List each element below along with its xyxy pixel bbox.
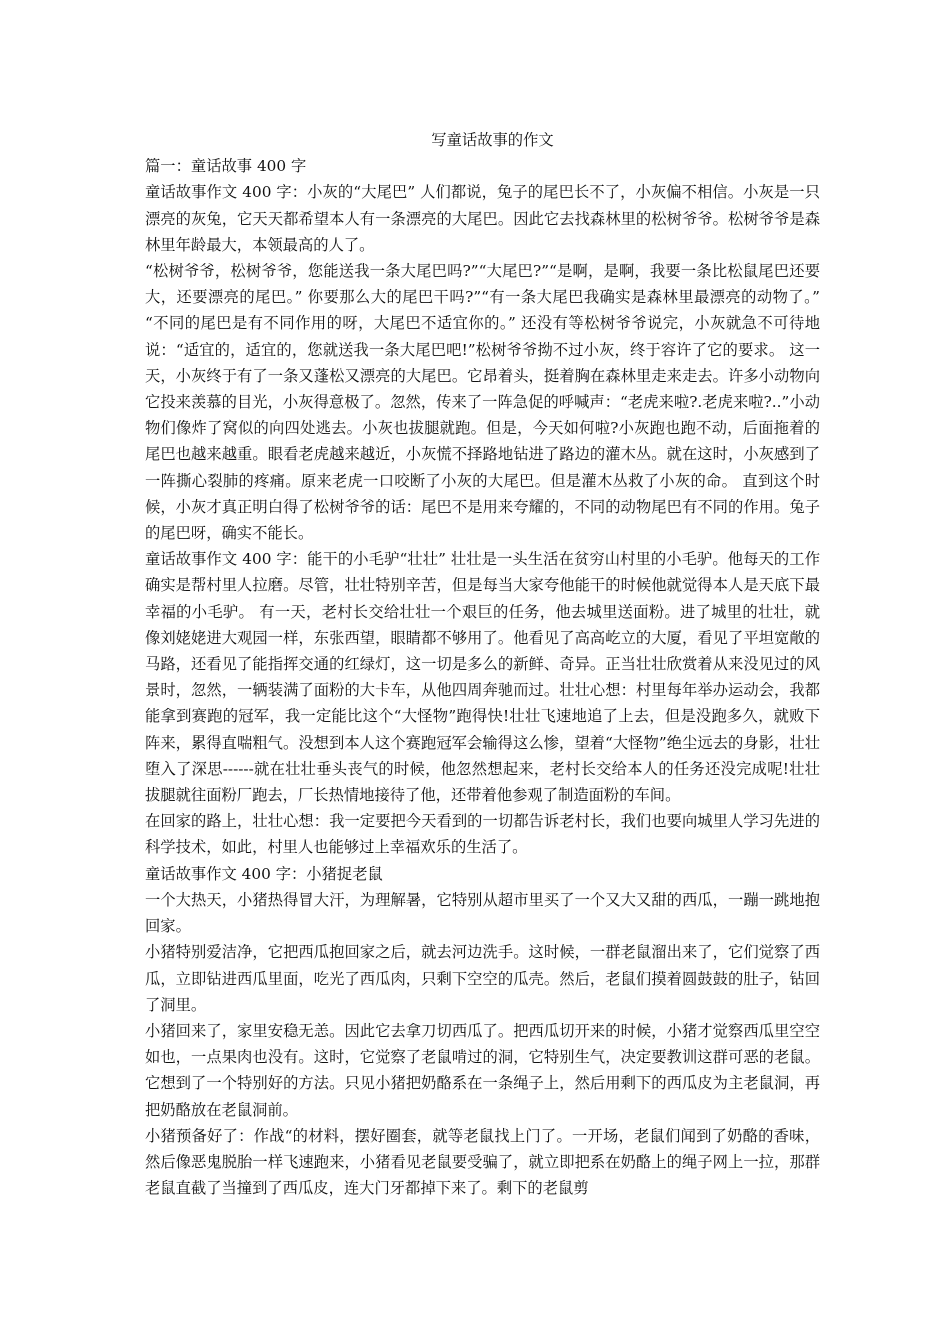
paragraph-story2-body: 童话故事作文 400 字：能干的小毛驴“壮壮” 壮壮是一头生活在贫穷山村里的小毛驴。他每天的工作确实是帮村里人拉磨。尽管，壮壮特别辛苦，但是每当大家夸他能干的时候他就觉得本人是天底下最幸福的小毛驴。 有一天，老村长交给壮壮一个艰巨的任务，他去城里送面粉。进了城里的壮壮，就像刘姥姥进大观园一样，东张西望，眼睛都不够用了。他看见了高高屹立的大厦，看见了平坦宽敞的马路，还看见了能指挥交通的红绿灯，这一切是多么的新鲜、奇异。正当壮壮欣赏着从来没见过的风景时，忽然，一辆装满了面粉的大卡车，从他四周奔驰而过。壮壮心想：村里每年举办运动会，我都能拿到赛跑的冠军，我一定能比这个“大怪物”跑得快!壮壮飞速地追了上去，但是没跑多久，就败下阵来，累得直喘粗气。没想到本人这个赛跑冠军会输得这么惨，望着“大怪物”绝尘远去的身影，壮壮堕入了深思------就在壮壮垂头丧气的时候，他忽然想起来，老村长交给本人的任务还没完成呢!壮壮拔腿就往面粉厂跑去，厂长热情地接待了他，还带着他参观了制造面粉的车间。 — [145, 550, 820, 805]
paragraph-story2-ending: 在回家的路上，壮壮心想：我一定要把今天看到的一切都告诉老村长，我们也要向城里人学习先进的科学技术，如此，村里人也能够过上幸福欢乐的生活了。 — [145, 812, 820, 857]
paragraph-story3-p4: 小猪预备好了：作战“的材料，摆好圈套，就等老鼠找上门了。一开场，老鼠们闻到了奶酪的香味，然后像恶鬼脱胎一样飞速跑来，小猪看见老鼠要受骗了，就立即把系在奶酪上的绳子网上一拉，那群老鼠直截了当撞到了西瓜皮，连大门牙都掉下来了。剩下的老鼠剪 — [145, 1126, 820, 1198]
paragraph-story3-heading: 童话故事作文 400 字：小猪捉老鼠 — [145, 864, 383, 883]
paragraph-story3-p2: 小猪特别爱洁净，它把西瓜抱回家之后，就去河边洗手。这时候，一群老鼠溜出来了，它们觉察了西瓜，立即钻进西瓜里面，吃光了西瓜肉，只剩下空空的瓜壳。然后，老鼠们摸着圆鼓鼓的肚子，钻回了洞里。 — [145, 943, 820, 1014]
paragraph-story3-p1: 一个大热天，小猪热得冒大汗，为理解暑，它特别从超市里买了一个又大又甜的西瓜，一蹦一跳地抱回家。 — [145, 890, 820, 936]
paragraph-story3-p3: 小猪回来了，家里安稳无恙。因此它去拿刀切西瓜了。把西瓜切开来的时候，小猪才觉察西瓜里空空如也，一点果肉也没有。这时，它觉察了老鼠啃过的洞，它特别生气，决定要教训这群可恶的老鼠。它想到了一个特别好的方法。只见小猪把奶酪系在一条绳子上，然后用剩下的西瓜皮为主老鼠洞，再把奶酪放在老鼠洞前。 — [145, 1021, 820, 1119]
document-page — [145, 127, 820, 1201]
paragraph-story1-intro: 童话故事作文 400 字：小灰的“大尾巴” 人们都说，兔子的尾巴长不了，小灰偏不相信。小灰是一只漂亮的灰兔，它天天都希望本人有一条漂亮的大尾巴。因此它去找森林里的松树爷爷。松树爷爷是森林里年龄最大，本领最高的人了。 — [145, 183, 820, 254]
paragraph-story1-body: “松树爷爷，松树爷爷，您能送我一条大尾巴吗?”“大尾巴?”“是啊，是啊，我要一条比松鼠尾巴还要大，还要漂亮的尾巴。” 你要那么大的尾巴干吗?”“有一条大尾巴我确实是森林里最漂亮的动物了。” “不同的尾巴是有不同作用的呀，大尾巴不适宜你的。” 还没有等松树爷爷说完，小灰就急不可待地说：“适宜的，适宜的，您就送我一条大尾巴吧!”松树爷爷拗不过小灰，终于容许了它的要求。 这一天，小灰终于有了一条又蓬松又漂亮的大尾巴。它昂着头，挺着胸在森林里走来走去。许多小动物向它投来羡慕的目光，小灰得意极了。忽然，传来了一阵急促的呼喊声：“老虎来啦?.老虎来啦?..”小动物们像炸了窝似的向四处逃去。小灰也拔腿就跑。但是，今天如何啦?小灰跑也跑不动，后面拖着的尾巴也越来越重。眼看老虎越来越近，小灰慌不择路地钻进了路边的灌木丛。就在这时，小灰感到了一阵撕心裂肺的疼痛。原来老虎一口咬断了小灰的大尾巴。但是灌木丛救了小灰的命。 直到这个时候，小灰才真正明白得了松树爷爷的话：尾巴不是用来夸耀的，不同的动物尾巴有不同的作用。兔子的尾巴呀，确实不能长。 — [145, 262, 820, 543]
paragraph-section-heading: 篇一：童话故事 400 字 — [145, 157, 307, 176]
document-title: 写童话故事的作文 — [431, 131, 554, 149]
